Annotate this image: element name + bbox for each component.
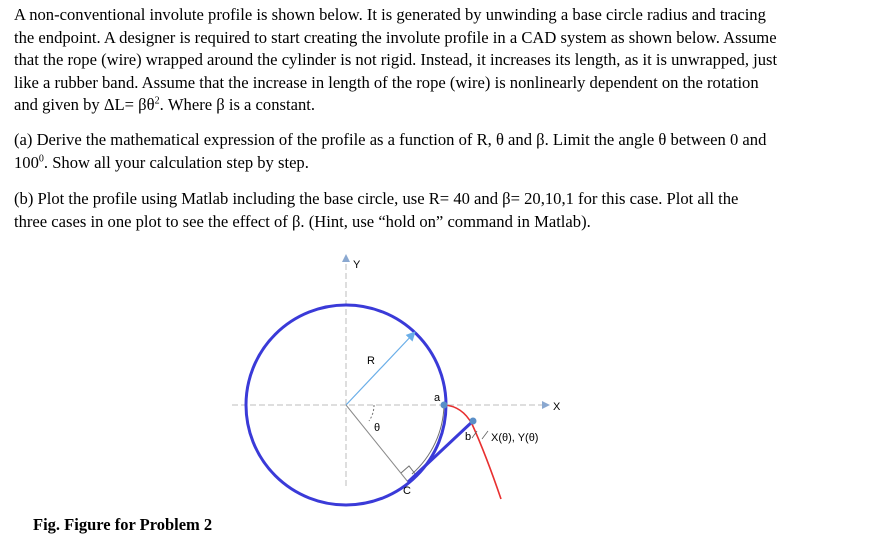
right-angle-mark bbox=[401, 466, 416, 475]
part-b-line-2: three cases in one plot to see the effect of β. (Hint, use “hold on” command in Matlab). bbox=[14, 211, 591, 231]
intro-line-5-sup: 2 bbox=[154, 95, 160, 107]
point-a-label: a bbox=[434, 392, 441, 404]
intro-line-1: A non-conventional involute profile is shown below. It is generated by unwinding a base circle radius and tracing bbox=[14, 5, 766, 24]
part-b-line-1: (b) Plot the profile using Matlab including the base circle, use R= 40 and β= 20,10,1 for this case. Plot all the bbox=[14, 189, 739, 208]
intro-line-5-post: . Where β is a constant. bbox=[159, 95, 316, 114]
radius-to-c bbox=[346, 405, 408, 482]
part-a-line-2-post: . Show all your calculation step by step. bbox=[43, 152, 309, 172]
part-a-line-2-sup: 0 bbox=[38, 152, 44, 164]
point-b-label: b bbox=[465, 431, 472, 443]
x-axis-label: X bbox=[553, 401, 561, 413]
point-c-label: C bbox=[403, 485, 411, 497]
radius-line bbox=[346, 333, 414, 405]
intro-line-5-pre: and given by ΔL= βθ bbox=[14, 95, 155, 114]
angle-label: θ bbox=[374, 422, 381, 434]
intro-line-2: the endpoint. A designer is required to start creating the involute profile in a CAD system as shown below. Assume bbox=[14, 27, 777, 47]
curve-label-leader bbox=[482, 431, 488, 439]
angle-arc bbox=[369, 405, 374, 421]
intro-line-3: that the rope (wire) wrapped around the cylinder is not rigid. Instead, it increases its length, as it is unwrapped, just bbox=[14, 50, 778, 69]
part-a-line-2-pre: 100 bbox=[14, 152, 39, 172]
radius-label: R bbox=[367, 355, 375, 367]
intro-line-4: like a rubber band. Assume that the increase in length of the rope (wire) is nonlinearly dependent on the rotation bbox=[14, 72, 759, 92]
part-a-line-1: (a) Derive the mathematical expression of the profile as a function of R, θ and β. Limit the angle θ between 0 and bbox=[14, 130, 767, 149]
point-b bbox=[470, 418, 477, 425]
point-a bbox=[441, 402, 448, 409]
y-axis-label: Y bbox=[353, 259, 361, 271]
curve-label: X(θ), Y(θ) bbox=[491, 432, 539, 444]
figure-caption: Fig. Figure for Problem 2 bbox=[33, 515, 213, 534]
